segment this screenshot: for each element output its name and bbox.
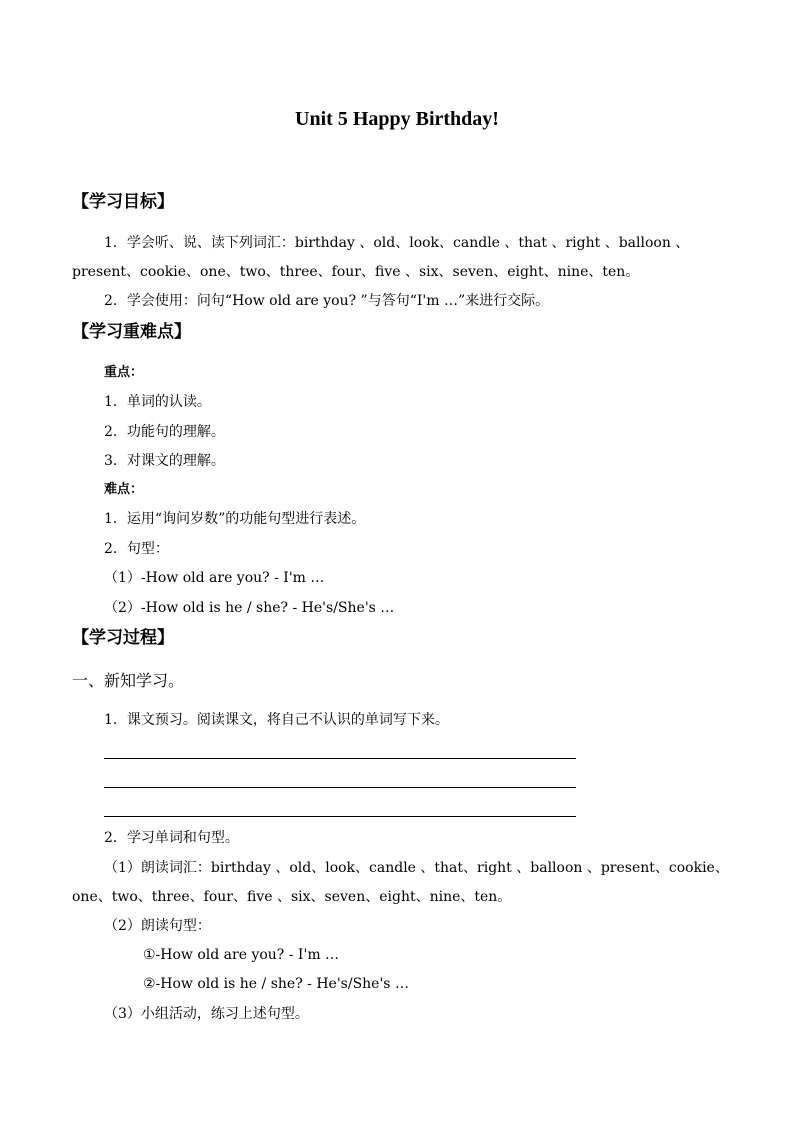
answer-blank-line[interactable] xyxy=(104,758,576,759)
difficult-point-item-2: 2．句型： xyxy=(104,541,169,557)
key-point-item: 3．对课文的理解。 xyxy=(104,453,225,469)
goal-item-2: 2．学会使用：问句“How old are you? ”与答句“I'm …”来进行交际。 xyxy=(104,293,550,309)
difficult-points-label: 难点： xyxy=(104,482,144,497)
goal-item-1-line-2: present、cookie、one、two、three、four、five 、six、seven、eight、nine、ten。 xyxy=(72,264,640,280)
answer-blank-line[interactable] xyxy=(104,787,576,788)
goal-item-1-line-1: 1．学会听、说、读下列词汇：birthday 、old、look、candle 、that 、right 、balloon 、 xyxy=(104,235,690,251)
step-1: 1．课文预习。阅读课文，将自己不认识的单词写下来。 xyxy=(104,712,449,728)
sub-step-1-line-1: （1）朗读词汇：birthday 、old、look、candle 、that、right 、balloon 、present、cookie、 xyxy=(104,860,729,876)
sub-step-2-item-1: ①-How old are you? - I'm … xyxy=(143,947,340,963)
sentence-pattern-2: （2）-How old is he / she? - He's/She's … xyxy=(104,600,395,616)
sub-step-3: （3）小组活动，练习上述句型。 xyxy=(104,1006,309,1022)
key-points-label: 重点： xyxy=(104,365,144,380)
sub-step-2: （2）朗读句型： xyxy=(104,918,211,934)
key-point-item: 2．功能句的理解。 xyxy=(104,424,225,440)
process-heading: 【学习过程】 xyxy=(72,628,174,648)
answer-blank-line[interactable] xyxy=(104,816,576,817)
page-title: Unit 5 Happy Birthday! xyxy=(295,108,499,130)
difficult-point-item-1: 1．运用“询问岁数”的功能句型进行表述。 xyxy=(104,511,366,527)
sentence-pattern-1: （1）-How old are you? - I'm … xyxy=(104,570,325,586)
section-new-knowledge: 一、新知学习。 xyxy=(72,671,185,690)
sub-step-1-line-2: one、two、three、four、five 、six、seven、eight、nine、ten。 xyxy=(72,889,512,905)
key-point-item: 1．单词的认读。 xyxy=(104,394,211,410)
goals-heading: 【学习目标】 xyxy=(72,192,174,212)
step-2: 2．学习单词和句型。 xyxy=(104,830,239,846)
sub-step-2-item-2: ②-How old is he / she? - He's/She's … xyxy=(143,976,409,992)
focus-heading: 【学习重难点】 xyxy=(72,322,191,342)
